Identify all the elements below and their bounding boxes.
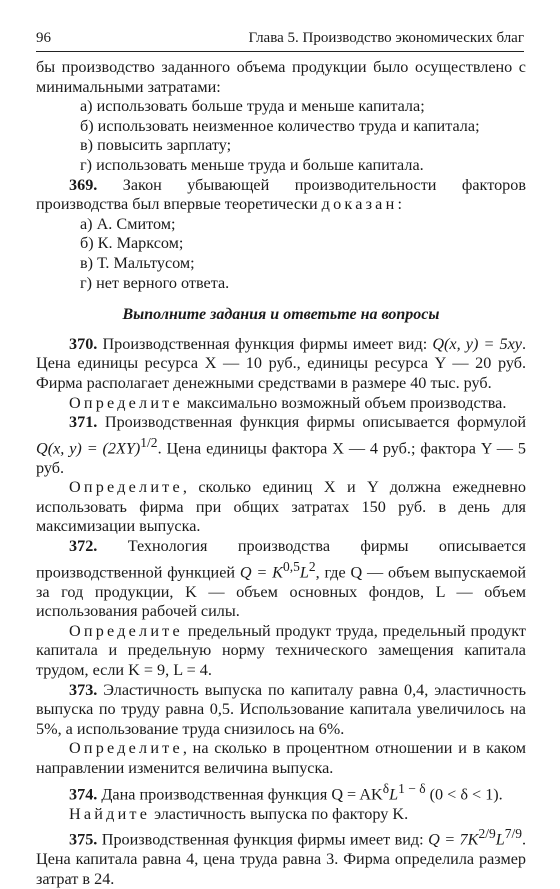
formula-exponent: 2: [308, 558, 316, 574]
q368-option-c: в) повысить зарплату;: [80, 136, 232, 155]
q369-option-a: а) А. Смитом;: [80, 214, 176, 233]
task-verb: Определите: [69, 393, 183, 412]
task-372-question: Определите предельный продукт труда, предельный продукт капитала и предельную норму технического замещения капитала трудом, если K = 9, L = 4.: [36, 621, 526, 679]
emphasis-word: доказан: [321, 195, 398, 214]
task-number: 373.: [69, 680, 98, 699]
running-title: Глава 5. Производство экономических благ: [248, 30, 524, 46]
task-verb: Определите: [69, 621, 183, 640]
task-374: 374. Дана производственная функция $Q = AK^\delta L^{1 - \delta}$ (0 < δ < 1).: [69, 780, 503, 803]
task-373: 373. Эластичность выпуска по капиталу равна 0,4, эластичность выпуска по труду равна 0,5. Использование капитала увеличилось на 5%, а использование труда снизилось на 6%.: [36, 680, 527, 738]
task-number: 370.: [69, 334, 98, 353]
task-371: 371. Производственная функция фирмы описывается формулой Q(x, $y) = (2XY)^{1/2}$. Цена единицы фактора X — 4 руб.; фактора Y — 5 руб.: [36, 413, 526, 477]
q368-option-a: а) использовать больше труда и меньше капитала;: [80, 97, 425, 116]
task-374-question: Найдите эластичность выпуска по фактору K.: [69, 804, 409, 823]
task-verb: Определите: [69, 739, 183, 758]
page-number: 96: [36, 30, 51, 46]
q368-option-d: г) использовать меньше труда и больше капитала.: [80, 155, 424, 174]
task-375: 375. Производственная функция фирмы имеет вид: $Q = 7K^{2/9}L^{7/9}$. Цена капитала равна 4, цена труда равна 3. Фирма определила размер затрат в 24.: [36, 826, 527, 888]
task-number: 374.: [69, 784, 98, 803]
formula-exponent: 1 − δ: [398, 780, 426, 796]
q368-stem-end: бы производство заданного объема продукции было осуществлено с минимальными затратами:: [36, 58, 526, 96]
formula-exponent: 0,5: [282, 558, 300, 574]
q369-option-d: г) нет верного ответа.: [80, 273, 230, 292]
formula: Q(x, y) = 5xy: [432, 334, 522, 353]
section-title: Выполните задания и ответьте на вопросы: [122, 306, 440, 324]
page-header: [36, 30, 524, 52]
formula: Q = 7K: [428, 830, 479, 849]
formula: Q = K: [239, 563, 283, 582]
task-number: 375.: [69, 830, 98, 849]
page-content: [36, 58, 526, 889]
task-verb: Определите: [69, 478, 183, 497]
q369-stem: 369. Закон убывающей производительности факторов производства был впервые теоретически доказан:: [36, 175, 526, 214]
task-verb: Найдите: [69, 804, 151, 823]
task-370-question: Определите максимально возможный объем производства.: [69, 393, 507, 412]
q369-option-b: б) К. Марксом;: [80, 234, 184, 253]
q369-option-c: в) Т. Мальтусом;: [80, 253, 195, 272]
task-373-question: Определите, на сколько в процентном отношении и в каком направлении изменится величина выпуска.: [36, 739, 526, 777]
task-number: 371.: [69, 413, 98, 432]
formula-exponent: 1/2: [140, 434, 158, 450]
formula-exponent: 2/9: [478, 826, 496, 842]
task-370: 370. Производственная функция фирмы имеет вид: Q(x, y) = 5xy. Цена единицы ресурса X — 10 руб., единицы ресурса Y — 20 руб. Фирма располагает денежными средствами в размере 40 тыс. руб.: [36, 334, 527, 392]
q369-number: 369.: [69, 175, 98, 194]
q368-option-b: б) использовать неизменное количество труда и капитала;: [80, 116, 480, 135]
task-number: 372.: [69, 537, 98, 556]
task-371-question: Определите, сколько единиц X и Y должна ежедневно использовать фирма при общих затратах 150 руб. в день для максимизации выпуска.: [36, 478, 526, 536]
formula-exponent: δ: [382, 780, 390, 796]
task-372: 372. Технология производства фирмы описывается производственной функцией $Q = K^{0,5}L^2$, где Q — объем выпускаемой за год продукции, K — объем основных фондов, L — объем использования рабочей силы.: [36, 537, 527, 621]
formula-exponent: 7/9: [504, 826, 522, 842]
formula: Q(x, y) = (2XY): [36, 439, 141, 458]
